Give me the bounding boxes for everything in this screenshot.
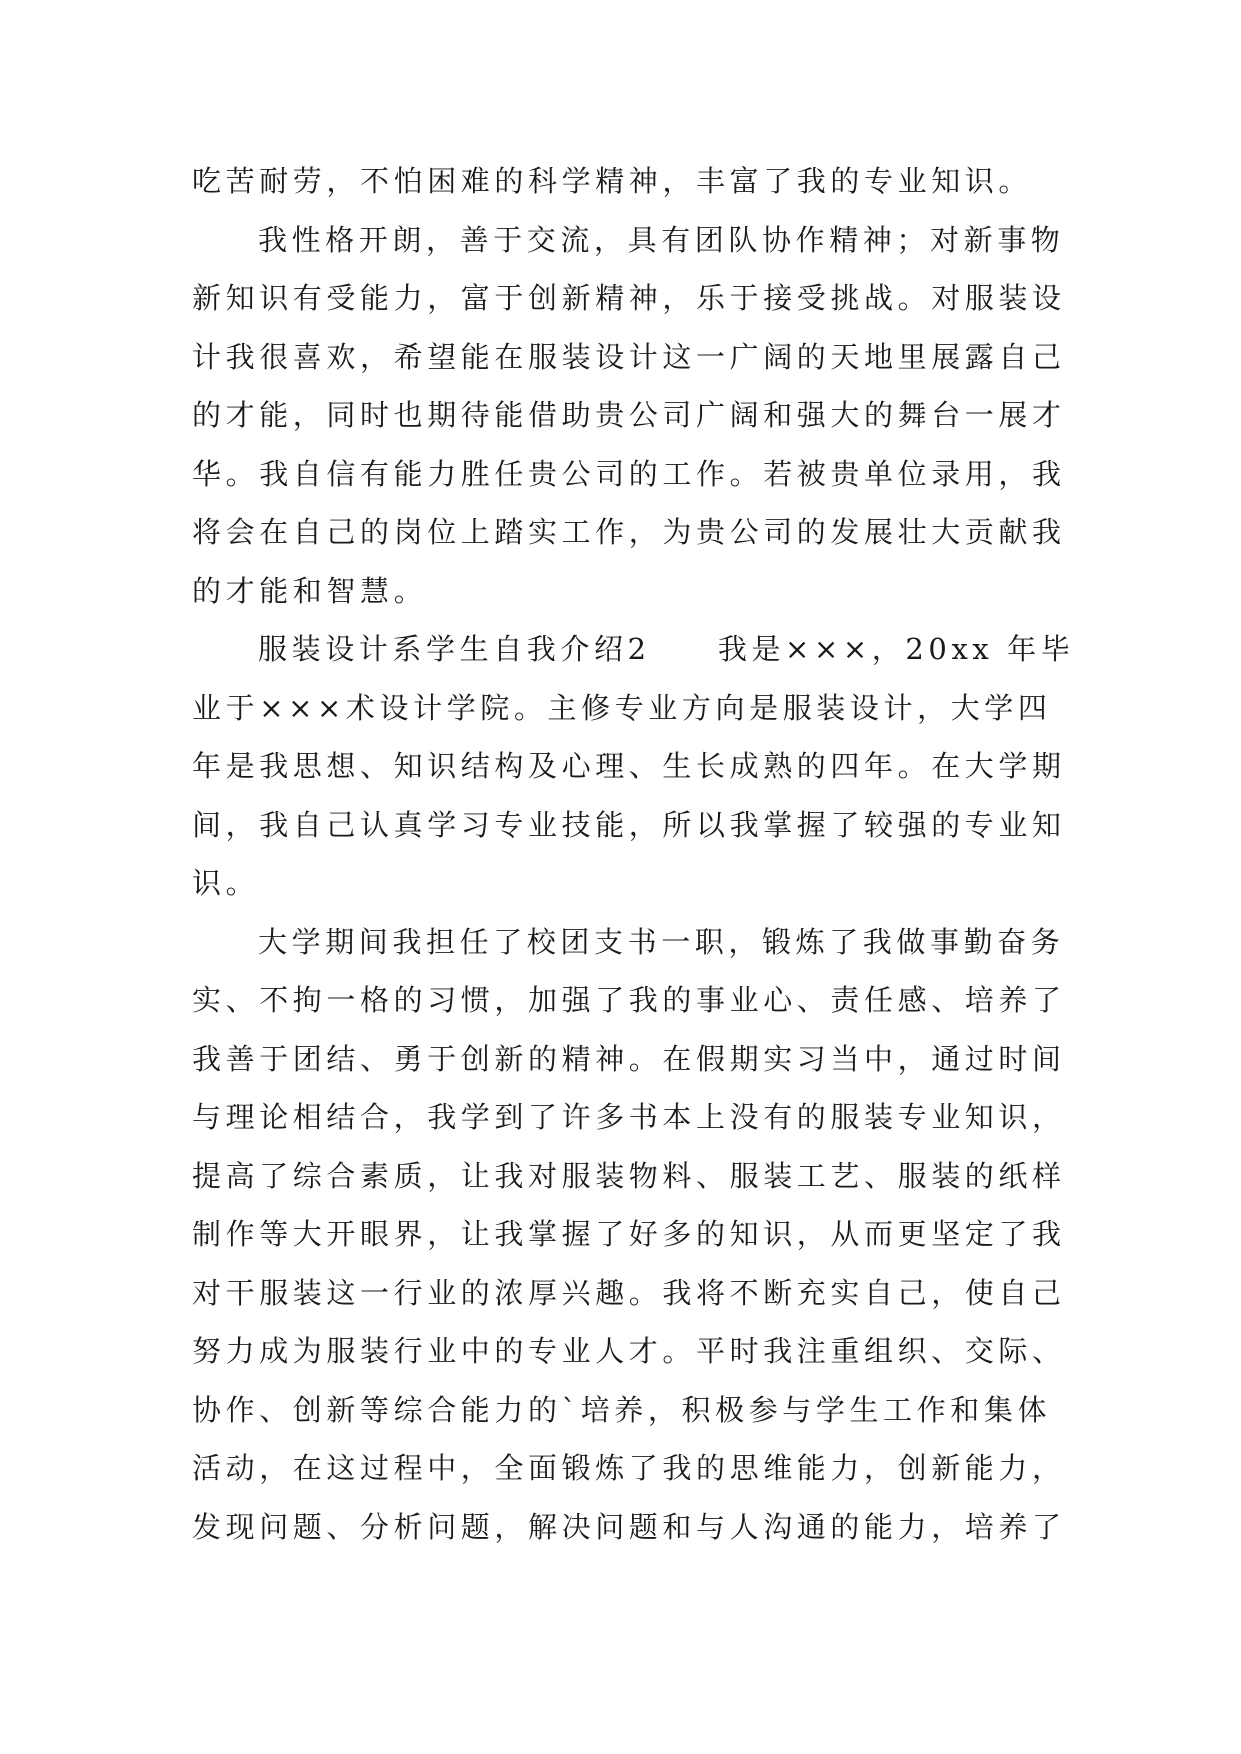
text-line: 计我很喜欢，希望能在服装设计这一广阔的天地里展露自己 bbox=[192, 339, 1066, 374]
document-body bbox=[192, 152, 1075, 1556]
text-line: 年是我思想、知识结构及心理、生长成熟的四年。在大学期 bbox=[192, 749, 1066, 783]
text-line: 发现问题、分析问题，解决问题和与人沟通的能力，培养了 bbox=[192, 1509, 1066, 1544]
text-line: 华。我自信有能力胜任贵公司的工作。若被贵单位录用，我 bbox=[192, 456, 1066, 491]
text-line: 识。 bbox=[192, 866, 260, 900]
text-line: 服装设计系学生自我介绍2 我是×××，20xx 年毕 bbox=[258, 632, 1075, 666]
text-line: 实、不拘一格的习惯，加强了我的事业心、责任感、培养了 bbox=[192, 983, 1066, 1017]
text-line: 制作等大开眼界，让我掌握了好多的知识，从而更坚定了我 bbox=[192, 1217, 1066, 1251]
text-line: 间，我自己认真学习专业技能，所以我掌握了较强的专业知 bbox=[192, 807, 1066, 842]
text-line: 的才能，同时也期待能借助贵公司广阔和强大的舞台一展才 bbox=[192, 398, 1066, 432]
text-line: 对干服装这一行业的浓厚兴趣。我将不断充实自己，使自己 bbox=[192, 1275, 1066, 1310]
text-line: 新知识有受能力，富于创新精神，乐于接受挑战。对服装设 bbox=[192, 281, 1066, 315]
text-line: 的才能和智慧。 bbox=[192, 573, 428, 608]
text-line: 将会在自己的岗位上踏实工作，为贵公司的发展壮大贡献我 bbox=[192, 515, 1066, 549]
text-line: 协作、创新等综合能力的`培养，积极参与学生工作和集体 bbox=[192, 1392, 1052, 1427]
text-line: 努力成为服装行业中的专业人才。平时我注重组织、交际、 bbox=[192, 1334, 1066, 1368]
text-line: 吃苦耐劳，不怕困难的科学精神，丰富了我的专业知识。 bbox=[192, 164, 1033, 198]
text-line: 活动，在这过程中，全面锻炼了我的思维能力，创新能力， bbox=[192, 1451, 1066, 1485]
text-line: 与理论相结合，我学到了许多书本上没有的服装专业知识， bbox=[192, 1100, 1066, 1134]
text-line: 我善于团结、勇于创新的精神。在假期实习当中，通过时间 bbox=[192, 1041, 1066, 1076]
text-line: 提高了综合素质，让我对服装物料、服装工艺、服装的纸样 bbox=[192, 1158, 1066, 1193]
text-line: 业于×××术设计学院。主修专业方向是服装设计，大学四 bbox=[192, 690, 1052, 725]
text-line: 大学期间我担任了校团支书一职，锻炼了我做事勤奋务 bbox=[258, 924, 1065, 959]
text-line: 我性格开朗，善于交流，具有团队协作精神；对新事物 bbox=[258, 222, 1065, 257]
